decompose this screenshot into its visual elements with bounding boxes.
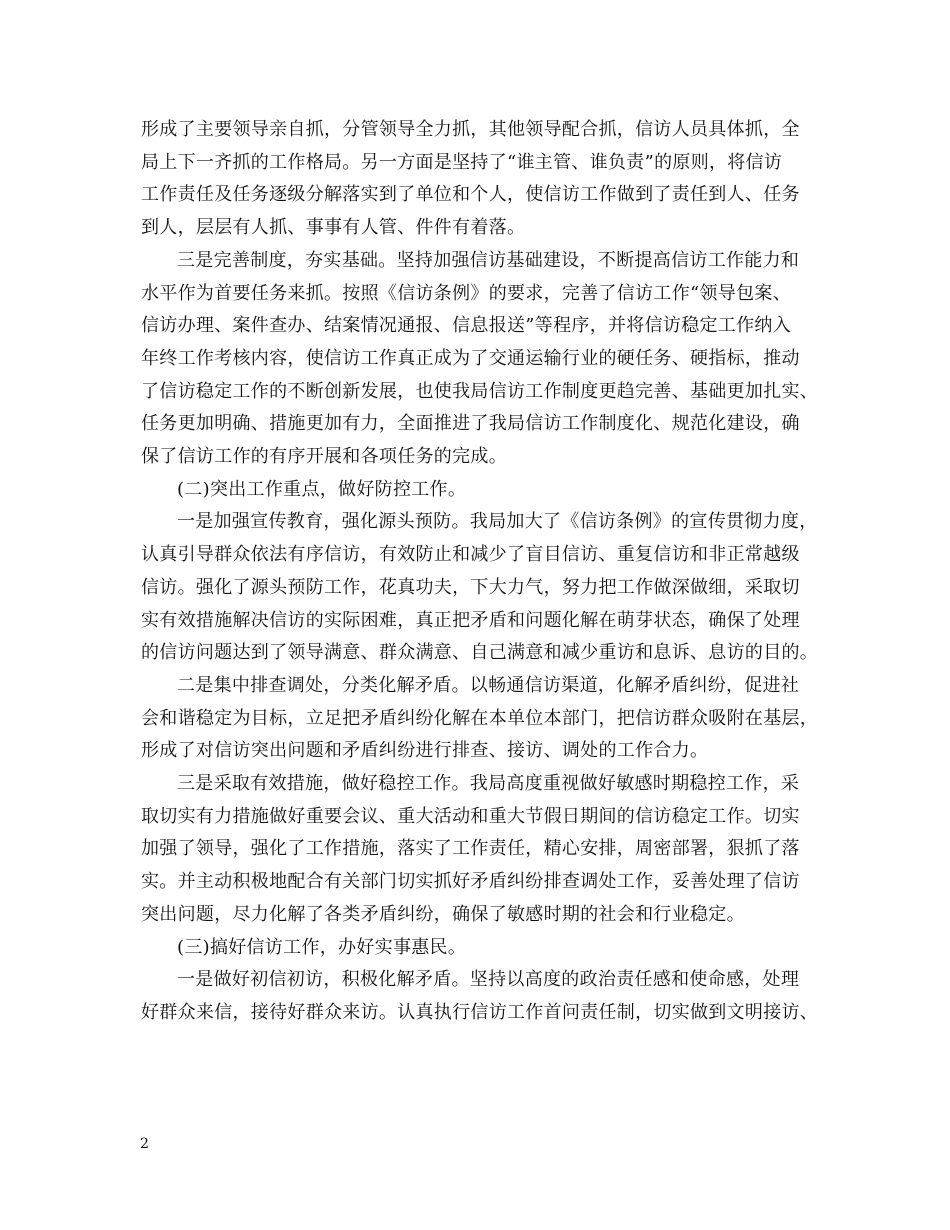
text-line: 保了信访工作的有序开展和各项任务的完成。 (141, 446, 507, 468)
paragraph-5 (141, 768, 817, 932)
section-heading-3 (141, 932, 817, 965)
text-line: 三是完善制度，夯实基础。坚持加强信访基础建设，不断提高信访工作能力和 (177, 249, 800, 271)
text-line: 的信访问题达到了领导满意、群众满意、自己满意和减少重访和息诉、息访的目的。 (141, 642, 819, 664)
text-line: 好群众来信，接待好群众来访。认真执行信访工作首问责任制，切实做到文明接访、 (141, 1001, 819, 1023)
paragraph-4 (141, 670, 817, 768)
text-line: 实。并主动积极地配合有关部门切实抓好矛盾纠纷排查调处工作，妥善处理了信访 (141, 871, 800, 893)
text-line: 到人，层层有人抓、事事有人管、件件有着落。 (141, 217, 526, 239)
text-line: 任务更加明确、措施更加有力，全面推进了我局信访工作制度化、规范化建设，确 (141, 413, 800, 435)
paragraph-1 (141, 114, 817, 245)
text-line: 突出问题，尽力化解了各类矛盾纠纷，确保了敏感时期的社会和行业稳定。 (141, 903, 745, 925)
text-line: 形成了主要领导亲自抓，分管领导全力抓，其他领导配合抓，信访人员具体抓，全 (141, 119, 800, 140)
text-line: 认真引导群众依法有序信访，有效防止和减少了盲目信访、重复信访和非正常越级 (141, 544, 800, 566)
text-line: 实有效措施解决信访的实际困难，真正把矛盾和问题化解在萌芽状态，确保了处理 (141, 609, 800, 631)
text-line: 加强了领导，强化了工作措施，落实了工作责任，精心安排，周密部署，狠抓了落 (141, 838, 800, 860)
text-line: (二)突出工作重点，做好防控工作。 (177, 478, 467, 500)
text-line: 一是加强宣传教育，强化源头预防。我局加大了《信访条例》的宣传贯彻力度， (177, 511, 818, 533)
paragraph-3 (141, 506, 817, 670)
text-line: 了信访稳定工作的不断创新发展，也使我局信访工作制度更趋完善、基础更加扎实、 (141, 380, 819, 402)
text-line: 信访办理、案件查办、结案情况通报、信息报送”等程序，并将信访稳定工作纳入 (141, 315, 791, 337)
text-line: 形成了对信访突出问题和矛盾纠纷进行排查、接访、调处的工作合力。 (141, 740, 709, 762)
text-line: 局上下一齐抓的工作格局。另一方面是坚持了“谁主管、谁负责”的原则，将信访 (141, 151, 783, 173)
page-number: 2 (140, 1136, 149, 1152)
paragraph-2 (141, 245, 817, 474)
text-line: 工作责任及任务逐级分解落实到了单位和个人，使信访工作做到了责任到人、任务 (141, 184, 800, 206)
text-line: 取切实有力措施做好重要会议、重大活动和重大节假日期间的信访稳定工作。切实 (141, 805, 800, 827)
text-line: 年终工作考核内容，使信访工作真正成为了交通运输行业的硬任务、硬指标，推动 (141, 347, 800, 369)
body-text (141, 114, 817, 1030)
text-line: 二是集中排查调处，分类化解矛盾。以畅通信访渠道，化解矛盾纠纷，促进社 (177, 674, 800, 696)
text-line: 三是采取有效措施，做好稳控工作。我局高度重视做好敏感时期稳控工作，采 (177, 773, 800, 795)
text-line: 会和谐稳定为目标，立足把矛盾纠纷化解在本单位本部门，把信访群众吸附在基层， (141, 707, 819, 729)
section-heading-2 (141, 474, 817, 507)
text-line: 信访。强化了源头预防工作，花真功夫，下大力气，努力把工作做深做细，采取切 (141, 576, 800, 598)
paragraph-6 (141, 964, 817, 1029)
text-line: 一是做好初信初访，积极化解矛盾。坚持以高度的政治责任感和使命感，处理 (177, 969, 800, 991)
text-line: 水平作为首要任务来抓。按照《信访条例》的要求，完善了信访工作“领导包案、 (141, 282, 791, 304)
text-line: (三)搞好信访工作，办好实事惠民。 (177, 936, 467, 958)
